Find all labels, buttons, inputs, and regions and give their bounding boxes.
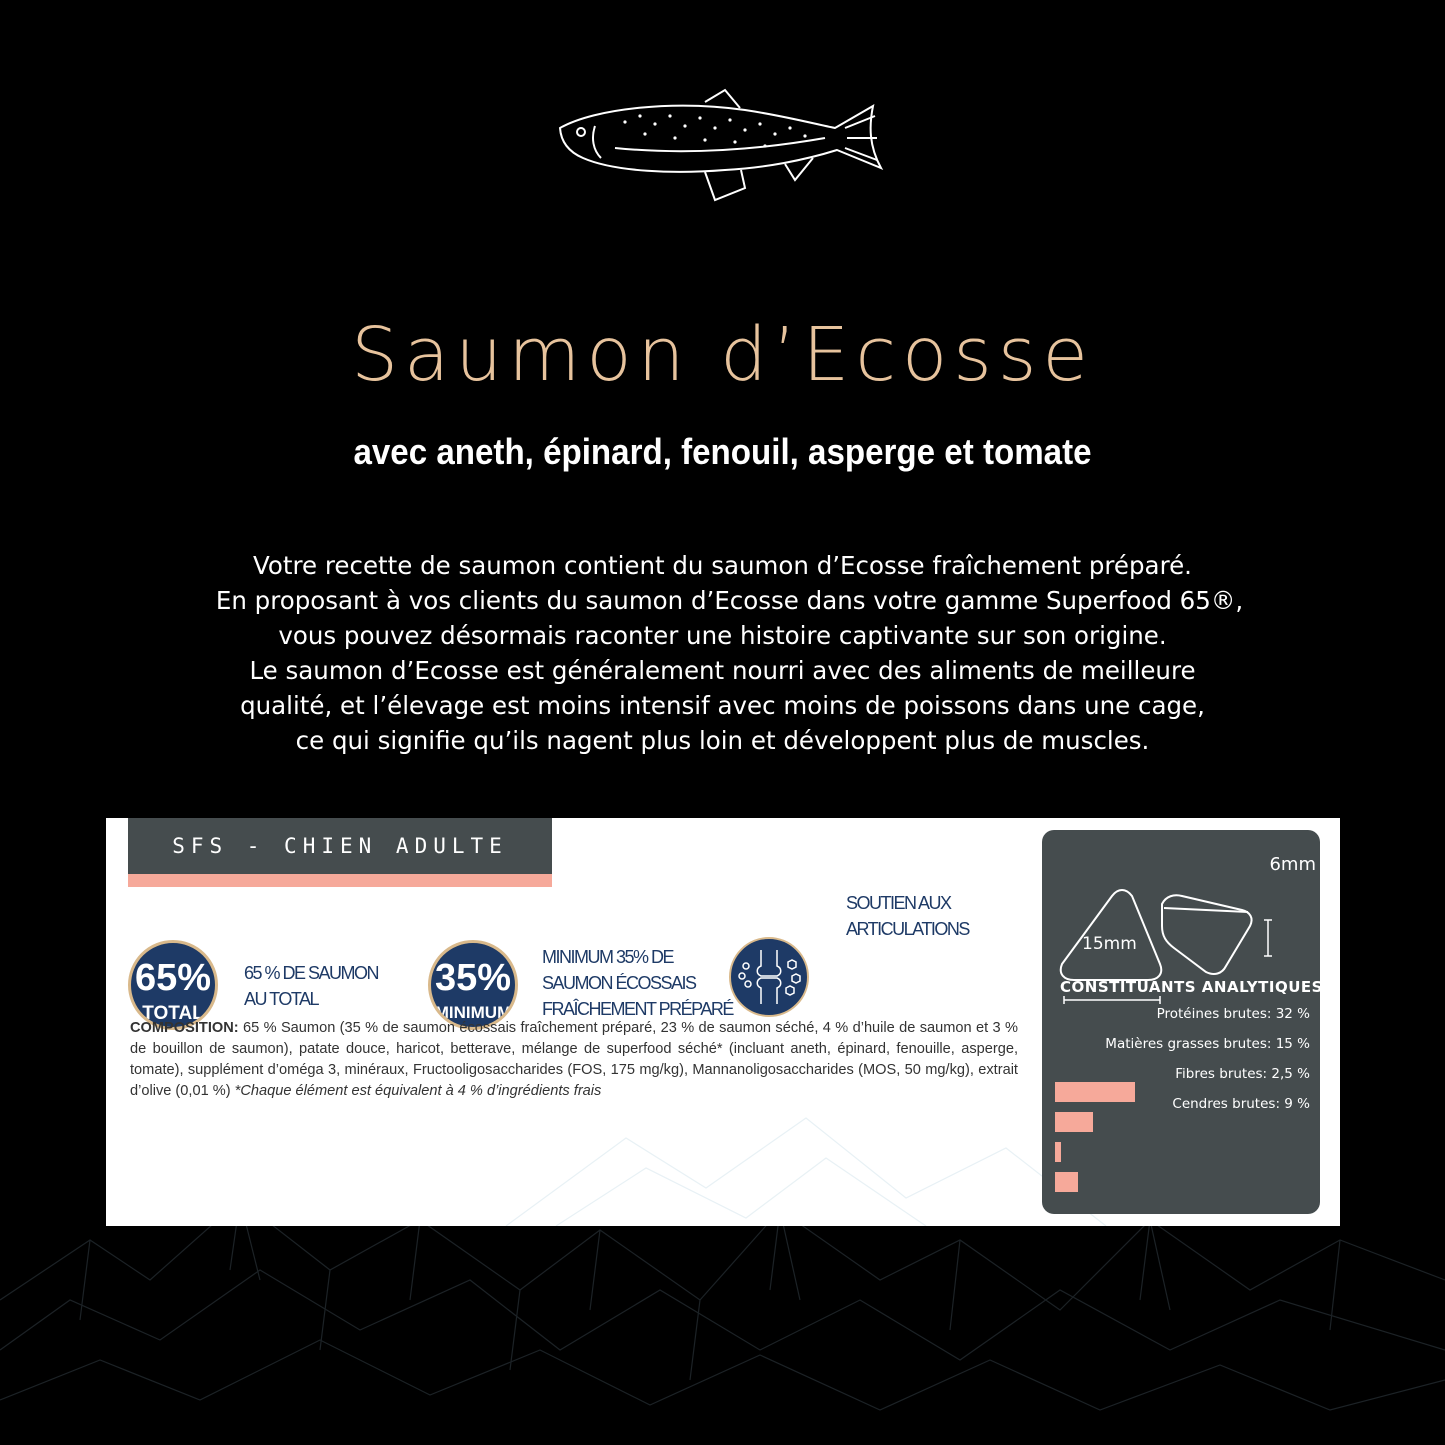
analysis-item: Matières grasses brutes: 15 %: [1105, 1036, 1310, 1052]
analysis-item: Protéines brutes: 32 %: [1156, 1006, 1310, 1022]
product-label: SFS - CHIEN ADULTE: [128, 818, 552, 874]
composition-body: 65 % Saumon (35 % de saumon écossais fraîchement préparé, 23 % de saumon séché, 4 % d’huile de saumon et 3 % de bouillon de saumon), patate douce, haricot, betterave, mélange de superfood séché* (incluant aneth, épinard, fenouille, asperge, tomate), supplément d’oméga 3, minéraux, Fructooligosaccharides (FOS, 175 mg/kg), Mannanoligosaccharides (MOS, 50 mg/kg), extrait d’olive (0,01 %): [130, 1020, 1018, 1099]
analysis-card: [1042, 830, 1323, 1214]
badge-label-line: SAUMON ÉCOSSAIS: [542, 973, 696, 993]
page-title: Saumon d’Ecosse: [351, 312, 1094, 398]
badge-label-line: AU TOTAL: [244, 989, 319, 1009]
analysis-item: Fibres brutes: 2,5 %: [1175, 1066, 1310, 1082]
kibble-width-label: 15mm: [1082, 934, 1137, 954]
composition-text: [130, 1018, 1018, 1102]
badge-35-minimum: [428, 940, 518, 1030]
description-line: En proposant à vos clients du saumon d’Ecosse dans votre gamme Superfood 65®,: [215, 586, 1244, 615]
badge-label-line: MINIMUM 35% DE: [542, 947, 674, 967]
joint-icon: [728, 936, 810, 1018]
badge-label-line: SOUTIEN AUX: [846, 893, 951, 913]
description-line: ce qui signifie qu’ils nagent plus loin et développent plus de muscles.: [295, 726, 1150, 755]
page-subtitle: avec aneth, épinard, fenouil, asperge et tomate: [353, 431, 1092, 472]
badge-label: [846, 890, 969, 942]
analysis-bar: [1055, 1082, 1135, 1102]
badge-label: [542, 944, 733, 1022]
composition-note: *Chaque élément est équivalent à 4 % d’ingrédients frais: [234, 1083, 602, 1099]
badge-65-total: [128, 940, 218, 1030]
analysis-bar: [1055, 1142, 1061, 1162]
composition-label: COMPOSITION:: [130, 1020, 239, 1036]
analysis-item: Cendres brutes: 9 %: [1172, 1096, 1310, 1112]
analysis-title: CONSTITUANTS ANALYTIQUES: [1060, 978, 1323, 996]
analysis-bar: [1055, 1172, 1078, 1192]
badge-sub: MINIMUM: [434, 1003, 512, 1022]
description-line: Le saumon d’Ecosse est généralement nourri avec des aliments de meilleure: [249, 656, 1196, 685]
product-info-panel: [106, 818, 1340, 1226]
description-line: qualité, et l’élevage est moins intensif avec moins de poissons dans une cage,: [240, 691, 1205, 720]
badge-label-line: 65 % DE SAUMON: [244, 963, 379, 983]
description: [0, 548, 1445, 758]
badge-number: 65%: [134, 957, 212, 999]
description-line: Votre recette de saumon contient du saumon d’Ecosse fraîchement préparé.: [253, 551, 1192, 580]
analysis-bar: [1055, 1112, 1093, 1132]
badge-label-line: ARTICULATIONS: [846, 919, 969, 939]
description-line: vous pouvez désormais raconter une histoire captivante sur son origine.: [278, 621, 1167, 650]
badge-sub: TOTAL: [142, 1003, 204, 1024]
header-accent-bar: [128, 874, 552, 887]
badge-number: 35%: [434, 957, 512, 999]
badge-label: [244, 960, 378, 1012]
kibble-height-label: 6mm: [1269, 854, 1316, 875]
salmon-illustration: [555, 88, 885, 206]
badge-label-line: FRAÎCHEMENT PRÉPARÉ: [542, 999, 733, 1019]
